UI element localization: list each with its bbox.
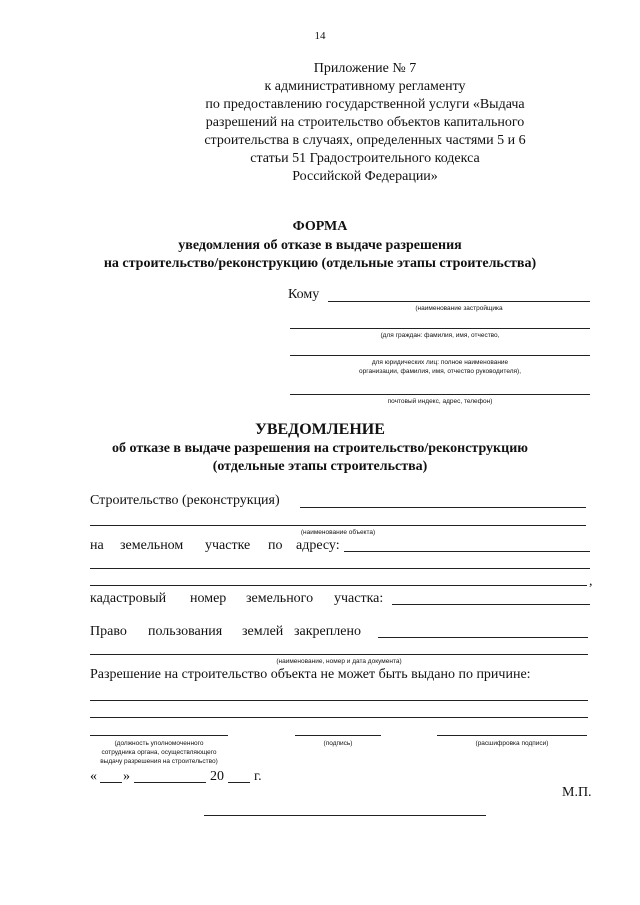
cadastral-word: участка:: [334, 591, 384, 606]
recipient-hint: организации, фамилия, имя, отчество руководителя),: [359, 368, 521, 375]
notice-title: УВЕДОМЛЕНИЕ: [255, 421, 385, 438]
position-hint: выдачу разрешения на строительство): [100, 758, 218, 765]
appendix-header: [200, 60, 530, 186]
recipient-hint: для юридических лиц: полное наименование: [371, 359, 509, 366]
right-line[interactable]: [90, 654, 588, 655]
stamp-label: М.П.: [562, 785, 592, 800]
appendix-line: Приложение № 7: [313, 61, 417, 76]
address-line[interactable]: [90, 585, 587, 586]
right-word: землей: [242, 624, 284, 639]
reason-line[interactable]: [90, 717, 588, 718]
position-hint: (должность уполномоченного: [114, 740, 204, 747]
decoding-line[interactable]: [437, 735, 587, 736]
appendix-line: Российской Федерации»: [292, 169, 438, 184]
signature-line[interactable]: [295, 735, 381, 736]
right-line[interactable]: [378, 637, 588, 638]
form-title: ФОРМА: [292, 219, 348, 234]
form-subtitle-line1: уведомления об отказе в выдаче разрешения: [178, 238, 462, 253]
reason-label: Разрешение на строительство объекта не может быть выдано по причине:: [90, 667, 531, 682]
appendix-line: по предоставлению государственной услуги «Выдача: [205, 97, 525, 112]
recipient-line[interactable]: [328, 301, 590, 302]
cadastral-word: кадастровый: [90, 591, 167, 606]
bottom-line[interactable]: [204, 815, 486, 816]
recipient-hint: почтовый индекс, адрес, телефон): [387, 398, 493, 405]
recipient-hint: (для граждан: фамилия, имя, отчество,: [380, 332, 500, 339]
signature-hint: (подпись): [323, 740, 353, 747]
address-word: земельном: [120, 538, 184, 553]
cadastral-word: номер: [190, 591, 227, 606]
recipient-line[interactable]: [290, 394, 590, 395]
date-quote-open: «: [90, 769, 97, 784]
cadastral-line[interactable]: [392, 604, 590, 605]
decoding-hint: (расшифровка подписи): [475, 740, 549, 747]
page-number: 14: [314, 30, 326, 42]
date-year-line[interactable]: [228, 782, 250, 783]
recipient-line[interactable]: [290, 328, 590, 329]
recipient-line[interactable]: [290, 355, 590, 356]
date-year-prefix: 20: [210, 769, 224, 784]
address-comma: ,: [589, 574, 593, 589]
recipient-hint: (наименование застройщика: [415, 305, 503, 312]
recipient-label: Кому: [288, 287, 320, 302]
address-word: по: [268, 538, 283, 553]
address-word: на: [90, 538, 104, 553]
appendix-line: разрешений на строительство объектов капитального: [205, 115, 525, 130]
date-month-line[interactable]: [134, 782, 206, 783]
address-word: адресу:: [296, 538, 340, 553]
appendix-line: статьи 51 Градостроительного кодекса: [250, 151, 480, 166]
address-line[interactable]: [90, 568, 590, 569]
construction-line[interactable]: [300, 507, 586, 508]
address-word: участке: [205, 538, 251, 553]
position-hint: сотрудника органа, осуществляющего: [101, 749, 217, 756]
notice-subtitle-line2: (отдельные этапы строительства): [212, 459, 428, 474]
position-line[interactable]: [90, 735, 228, 736]
construction-label: Строительство (реконструкция): [90, 493, 280, 508]
date-quote-close: »: [123, 769, 130, 784]
document-hint: (наименование, номер и дата документа): [276, 658, 402, 665]
construction-line[interactable]: [90, 525, 586, 526]
notice-subtitle-line1: об отказе в выдаче разрешения на строительство/реконструкцию: [112, 441, 528, 456]
right-word: Право: [90, 624, 127, 639]
right-word: закреплено: [294, 624, 361, 639]
date-day-line[interactable]: [100, 782, 122, 783]
object-hint: (наименование объекта): [300, 529, 376, 536]
address-line[interactable]: [344, 551, 590, 552]
form-subtitle-line2: на строительство/реконструкцию (отдельные этапы строительства): [103, 256, 537, 271]
appendix-line: строительства в случаях, определенных частями 5 и 6: [204, 133, 526, 148]
right-word: пользования: [148, 624, 223, 639]
cadastral-word: земельного: [246, 591, 314, 606]
date-year-suffix: г.: [254, 769, 262, 784]
appendix-line: к административному регламенту: [264, 79, 466, 94]
reason-line[interactable]: [90, 700, 588, 701]
